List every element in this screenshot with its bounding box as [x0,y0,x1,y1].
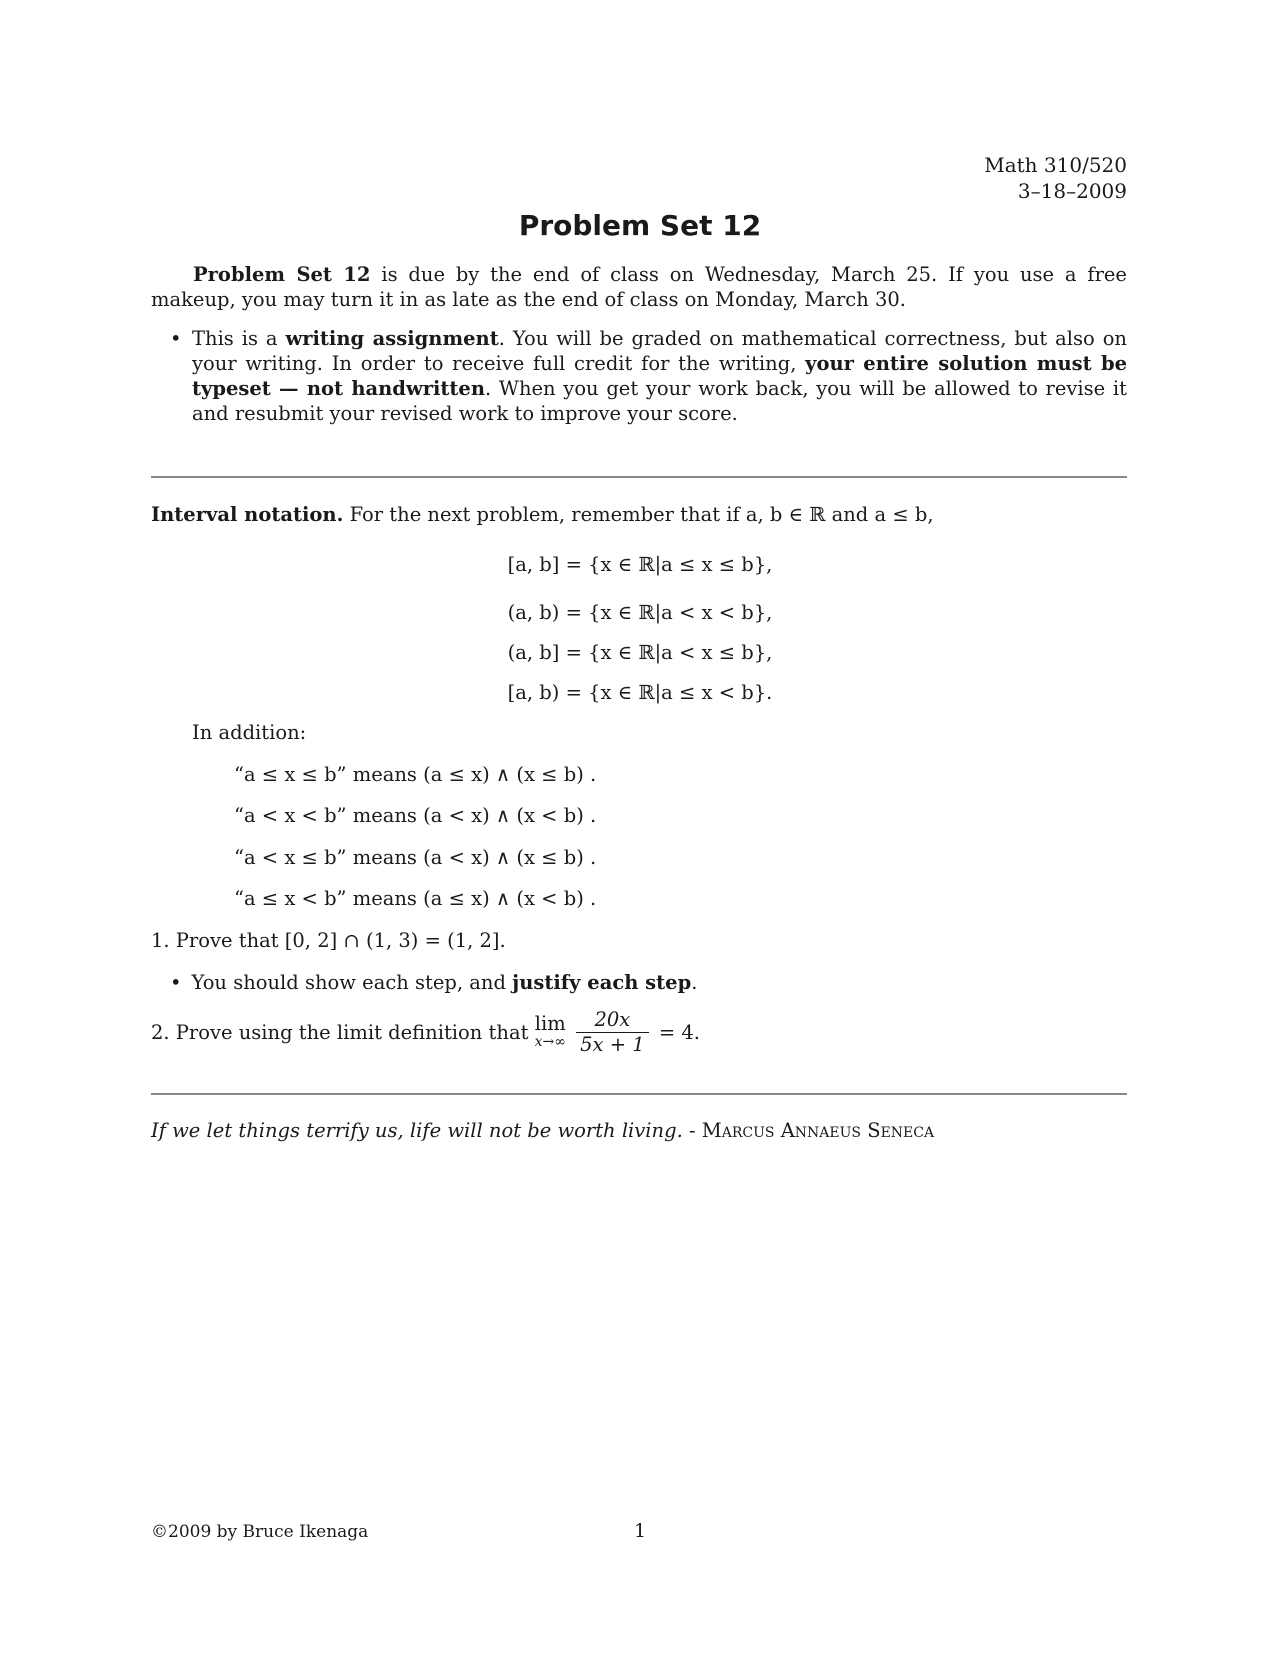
course-header [984,152,1127,204]
equation-half-open-right: [a, b) = {x ∈ ℝ|a ≤ x < b}. [507,681,773,704]
problem1-bullet-text-2: . [691,971,698,994]
bullet-icon: • [170,971,182,994]
limit-subscript: x→∞ [534,1033,566,1050]
bottom-divider [151,1093,1127,1095]
interval-text: For the next problem, remember that if a, b ∈ ℝ and a ≤ b, [343,503,934,526]
meaning-open: “a < x < b” means (a < x) ∧ (x < b) . [234,804,597,827]
page-title: Problem Set 12 [518,209,762,242]
meaning-half-open-left: “a < x ≤ b” means (a < x) ∧ (x ≤ b) . [234,846,597,869]
quote-dash: - [682,1119,702,1142]
quote-author: Marcus Annaeus Seneca [701,1119,935,1142]
seneca-quote [151,1118,934,1143]
fraction-denominator: 5x + 1 [580,1033,645,1056]
equation-half-open-left: (a, b] = {x ∈ ℝ|a < x ≤ b}, [507,641,773,664]
in-addition-label: In addition: [192,721,307,744]
bullet1-bold-2: your entire solution must be typeset — not handwritten [192,352,1127,400]
limit-label: lim [534,1011,566,1035]
writing-assignment-bullet [170,326,1127,426]
problem1-bullet-text-1: You should show each step, and [191,971,513,994]
problem2-tail: = 4. [658,1021,701,1044]
equation-open-interval: (a, b) = {x ∈ ℝ|a < x < b}, [507,601,773,624]
bullet1-bold-1: writing assignment [285,327,499,350]
copyright-notice: ©2009 by Bruce Ikenaga [151,1522,369,1542]
interval-notation-paragraph [151,502,1127,527]
course-number: Math 310/520 [984,153,1127,177]
fraction-numerator: 20x [576,1008,649,1033]
problem1-bullet-bold: justify each step [512,971,692,994]
bullet1-text-1: This is a [192,327,286,350]
problem-2 [151,1008,700,1057]
intro-paragraph [151,262,1127,312]
bullet1-text-2: . You will be graded on mathematical correctness, but also on your writing. In order to receive full credit for the writing, [192,327,1127,375]
page-number: 1 [633,1520,647,1542]
problem-1: 1. Prove that [0, 2] ∩ (1, 3) = (1, 2]. [151,929,506,952]
assignment-date: 3–18–2009 [1017,179,1127,203]
meaning-half-open-right: “a ≤ x < b” means (a ≤ x) ∧ (x < b) . [234,887,597,910]
equation-closed-interval: [a, b] = {x ∈ ℝ|a ≤ x ≤ b}, [507,553,773,576]
bullet1-text-3: . When you get your work back, you will be allowed to revise it and resubmit your revised work to improve your score. [192,377,1127,425]
intro-bold-lead: Problem Set 12 [193,263,371,286]
meaning-closed: “a ≤ x ≤ b” means (a ≤ x) ∧ (x ≤ b) . [234,763,597,786]
limit-fraction [576,1008,649,1057]
problem2-lead: 2. Prove using the limit definition that [151,1021,535,1044]
top-divider [151,476,1127,478]
intro-text: is due by the end of class on Wednesday, March 25. If you use a free makeup, you may turn it in as late as the end of class on Monday, March 30. [151,263,1127,311]
quote-text: If we let things terrify us, life will not be worth living. [151,1119,683,1142]
interval-heading: Interval notation. [151,503,344,526]
bullet-icon: • [170,327,182,350]
limit-operator [534,1011,566,1051]
problem-1-bullet [170,970,698,995]
